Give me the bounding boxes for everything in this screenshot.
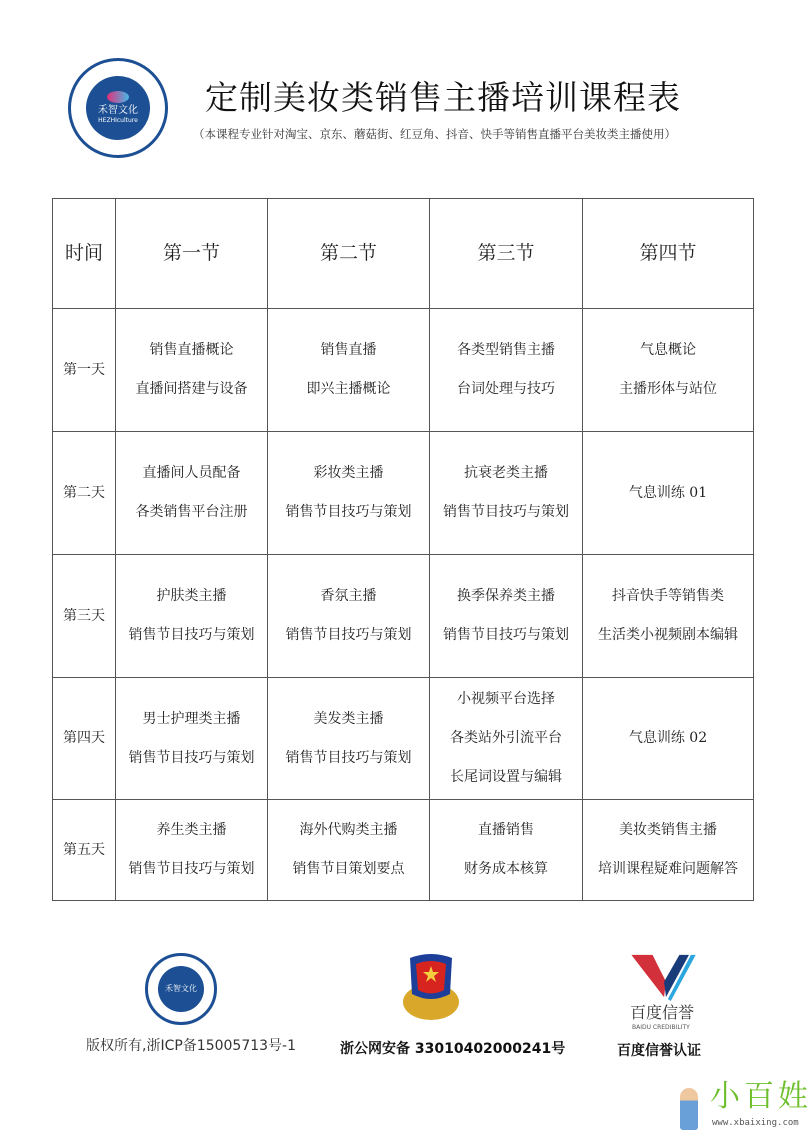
course-line: 各类站外引流平台 (450, 730, 562, 746)
watermark-text: 小百姓 (710, 1079, 812, 1114)
course-line: 小视频平台选择 (457, 691, 555, 707)
course-line: 台词处理与技巧 (457, 381, 555, 397)
watermark-figure-icon (680, 1088, 698, 1130)
day-cell: 第一天 (53, 309, 116, 432)
course-cell (116, 309, 268, 432)
course-cell (116, 555, 268, 678)
course-cell (268, 309, 430, 432)
header-cell: 第二节 (268, 199, 430, 309)
course-line: 销售节目技巧与策划 (285, 504, 412, 520)
course-line: 香氛主播 (320, 588, 377, 604)
course-cell (583, 800, 754, 901)
course-line: 销售节目技巧与策划 (128, 627, 255, 643)
course-line: 美发类主播 (313, 710, 384, 727)
logo-text: 禾智文化 (98, 105, 138, 116)
header-cell: 时间 (53, 199, 116, 309)
baidu-logo-text: 百度信誉 (630, 1003, 695, 1022)
course-line: 销售节目技巧与策划 (128, 861, 255, 877)
course-cell (268, 555, 430, 678)
course-line: 美妆类销售主播 (619, 822, 717, 838)
course-line: 各类销售平台注册 (135, 504, 248, 520)
page-subtitle: （本课程专业针对淘宝、京东、蘑菇街、红豆角、抖音、快手等销售直播平台美妆类主播使用） (193, 127, 676, 141)
course-cell (268, 800, 430, 901)
course-line: 抗衰老类主播 (464, 465, 548, 481)
course-line: 销售节目技巧与策划 (443, 627, 569, 643)
course-line: 长尾词设置与编辑 (450, 769, 562, 785)
course-line: 海外代购类主播 (299, 822, 398, 838)
course-line: 销售节目技巧与策划 (285, 749, 412, 766)
course-cell (116, 432, 268, 555)
day-cell: 第三天 (53, 555, 116, 678)
day-cell: 第二天 (53, 432, 116, 555)
course-line: 直播销售 (478, 822, 534, 838)
course-line: 销售直播 (320, 342, 377, 358)
logo-sub: HEZHIculture (98, 117, 138, 124)
header-cell: 第一节 (116, 199, 268, 309)
course-line: 销售节目技巧与策划 (443, 504, 569, 520)
baidu-credibility-logo-icon (630, 953, 700, 1001)
table-row (53, 800, 754, 901)
course-line: 气息训练 02 (628, 730, 708, 746)
table-row (53, 555, 754, 678)
course-line: 财务成本核算 (464, 861, 548, 877)
course-line: 直播间搭建与设备 (135, 381, 248, 397)
course-line: 直播间人员配备 (142, 465, 241, 481)
course-cell (116, 678, 268, 800)
course-line: 护肤类主播 (156, 588, 227, 604)
schedule-table (52, 198, 754, 901)
course-cell (583, 678, 754, 800)
course-line: 换季保养类主播 (457, 588, 555, 604)
page-title: 定制美妆类销售主播培训课程表 (205, 78, 681, 117)
course-line: 气息概论 (640, 342, 696, 358)
course-line: 男士护理类主播 (142, 710, 241, 727)
company-logo (68, 58, 168, 158)
course-line: 销售节目技巧与策划 (128, 749, 255, 766)
course-cell (268, 432, 430, 555)
course-line: 生活类小视频剧本编辑 (598, 627, 738, 643)
baidu-logo-en: BAIDU CREDIBILITY (632, 1024, 690, 1031)
course-cell (430, 555, 583, 678)
watermark-url: www.xbaixing.com (712, 1118, 799, 1128)
course-cell (430, 432, 583, 555)
course-cell (116, 800, 268, 901)
course-line: 销售节目策划要点 (292, 861, 405, 877)
police-badge-icon (400, 950, 462, 1022)
course-line: 气息训练 01 (628, 484, 708, 501)
table-row (53, 432, 754, 555)
course-line: 培训课程疑难问题解答 (598, 861, 738, 877)
course-line: 销售节目技巧与策划 (285, 627, 412, 643)
course-line: 彩妆类主播 (313, 465, 384, 481)
footer-company-logo (145, 953, 217, 1025)
copyright-text: 版权所有,浙ICP备15005713号-1 (86, 1038, 297, 1054)
course-cell (583, 432, 754, 555)
footer-logo-text: 禾智文化 (158, 966, 204, 1012)
table-row (53, 678, 754, 800)
table-row (53, 309, 754, 432)
course-line: 主播形体与站位 (619, 381, 717, 397)
day-cell: 第五天 (53, 800, 116, 901)
course-line: 销售直播概论 (149, 342, 234, 358)
header-cell: 第四节 (583, 199, 754, 309)
course-cell (583, 309, 754, 432)
header-row (53, 199, 754, 309)
police-record-text: 浙公网安备 33010402000241号 (340, 1041, 566, 1057)
course-cell (430, 800, 583, 901)
course-cell (430, 678, 583, 800)
course-line: 养生类主播 (156, 822, 227, 838)
logo-swirl-icon (107, 91, 129, 103)
header-cell: 第三节 (430, 199, 583, 309)
course-line: 各类型销售主播 (457, 342, 555, 358)
course-line: 抖音快手等销售类 (612, 588, 724, 604)
course-cell (268, 678, 430, 800)
day-cell: 第四天 (53, 678, 116, 800)
course-line: 即兴主播概论 (306, 381, 391, 397)
course-cell (430, 309, 583, 432)
course-cell (583, 555, 754, 678)
baidu-credibility-text: 百度信誉认证 (617, 1043, 701, 1059)
